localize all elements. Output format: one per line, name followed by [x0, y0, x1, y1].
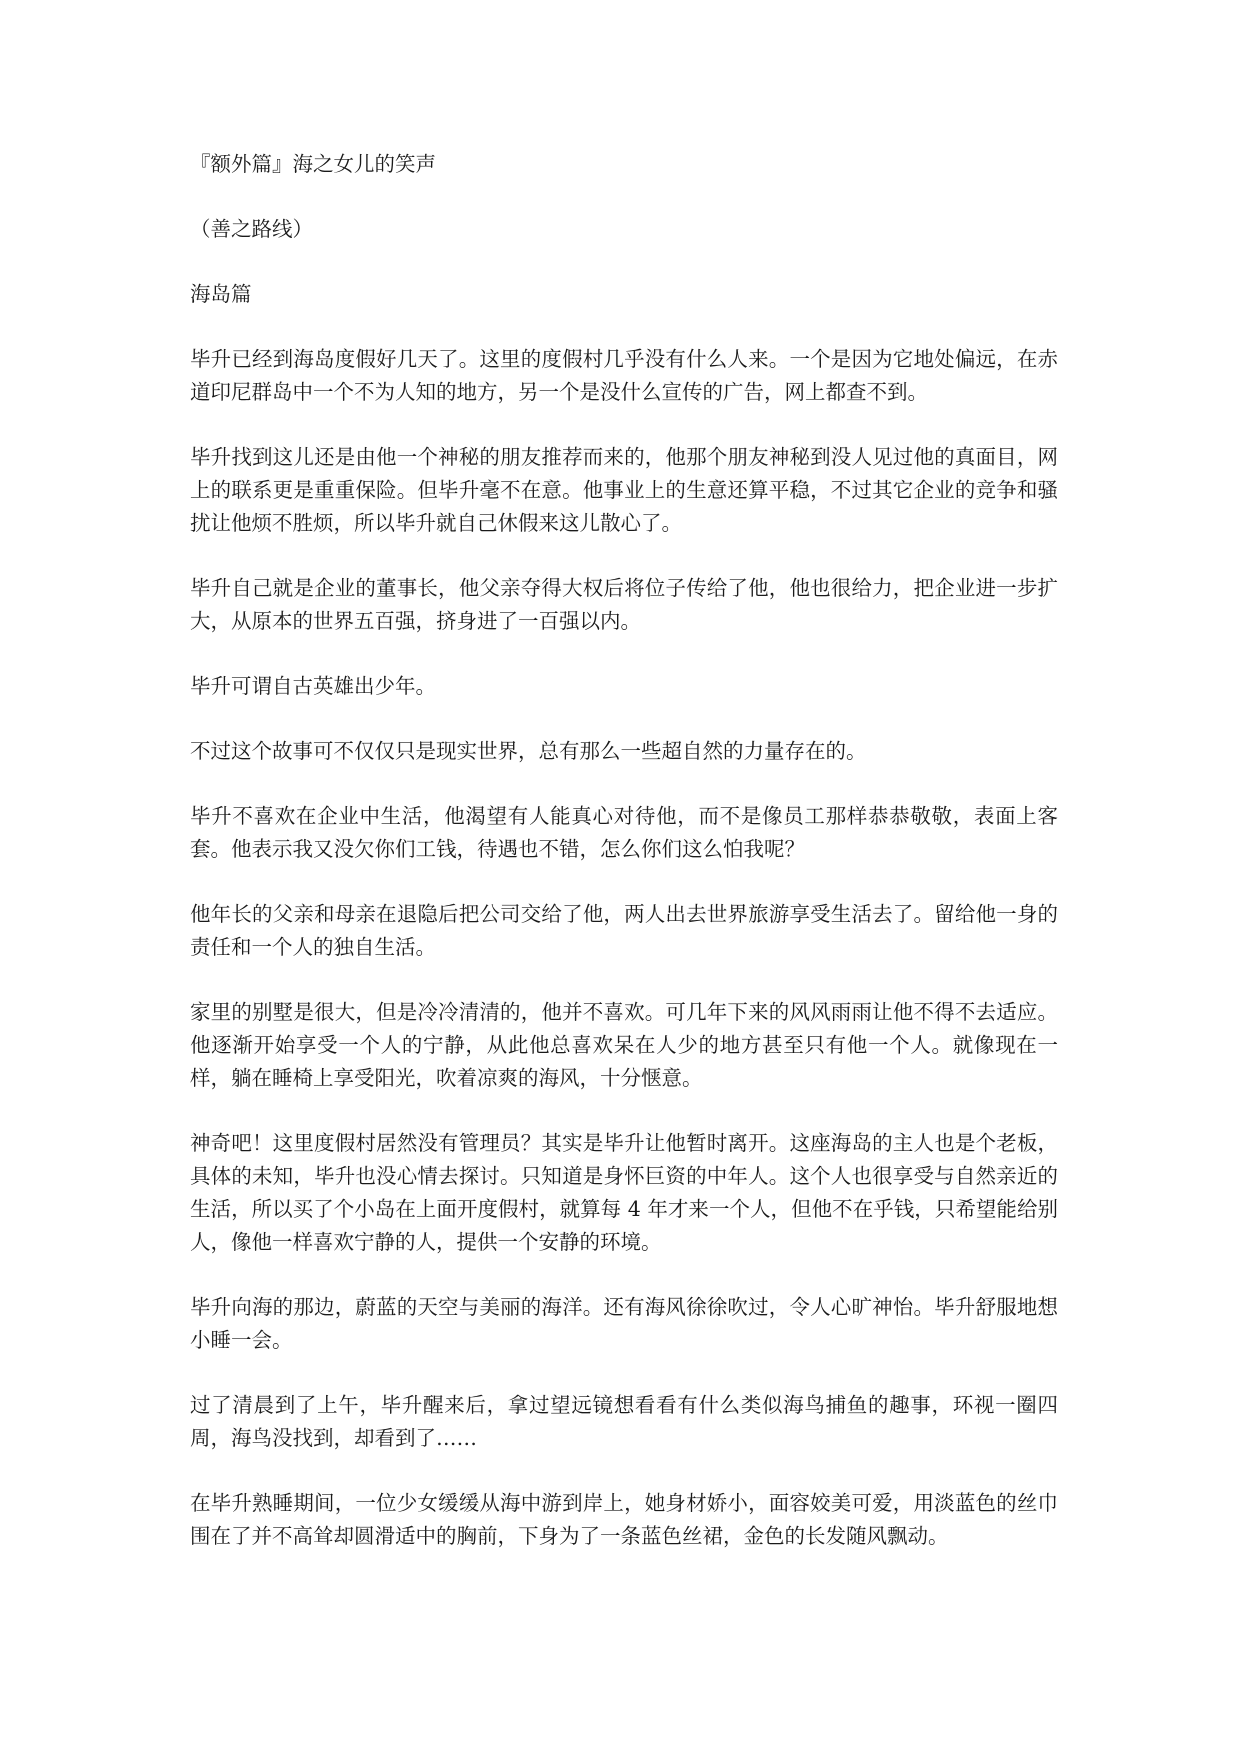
paragraph-1: 毕升已经到海岛度假好几天了。这里的度假村几乎没有什么人来。一个是因为它地处偏远，在赤道印尼群岛中一个不为人知的地方，另一个是没什么宣传的广告，网上都查不到。: [190, 347, 1058, 404]
paragraph-5: 不过这个故事可不仅仅只是现实世界，总有那么一些超自然的力量存在的。: [190, 739, 867, 763]
paragraph-6: 毕升不喜欢在企业中生活，他渴望有人能真心对待他，而不是像员工那样恭恭敬敬，表面上客套。他表示我又没欠你们工钱，待遇也不错，怎么你们这么怕我呢？: [190, 804, 1058, 861]
paragraph-4: 毕升可谓自古英雄出少年。: [190, 674, 436, 698]
document-subtitle: （善之路线）: [190, 217, 313, 241]
paragraph-10: 毕升向海的那边，蔚蓝的天空与美丽的海洋。还有海风徐徐吹过，令人心旷神怡。毕升舒服地想小睡一会。: [190, 1295, 1058, 1352]
document-title: 『额外篇』海之女儿的笑声: [190, 152, 436, 176]
paragraph-3: 毕升自己就是企业的董事长，他父亲夺得大权后将位子传给了他，他也很给力，把企业进一步扩大，从原本的世界五百强，挤身进了一百强以内。: [190, 576, 1058, 633]
section-heading: 海岛篇: [190, 282, 252, 306]
document-body: [190, 148, 1058, 1585]
paragraph-8: 家里的别墅是很大，但是冷冷清清的，他并不喜欢。可几年下来的风风雨雨让他不得不去适应。他逐渐开始享受一个人的宁静，从此他总喜欢呆在人少的地方甚至只有他一个人。就像现在一样，躺在睡椅上享受阳光，吹着凉爽的海风，十分惬意。: [190, 1000, 1058, 1090]
paragraph-11: 过了清晨到了上午，毕升醒来后，拿过望远镜想看看有什么类似海鸟捕鱼的趣事，环视一圈四周，海鸟没找到，却看到了……: [190, 1393, 1058, 1450]
paragraph-12: 在毕升熟睡期间，一位少女缓缓从海中游到岸上，她身材娇小，面容姣美可爱，用淡蓝色的丝巾围在了并不高耸却圆滑适中的胸前，下身为了一条蓝色丝裙，金色的长发随风飘动。: [190, 1491, 1058, 1548]
paragraph-7: 他年长的父亲和母亲在退隐后把公司交给了他，两人出去世界旅游享受生活去了。留给他一身的责任和一个人的独自生活。: [190, 902, 1058, 959]
paragraph-2: 毕升找到这儿还是由他一个神秘的朋友推荐而来的，他那个朋友神秘到没人见过他的真面目，网上的联系更是重重保险。但毕升毫不在意。他事业上的生意还算平稳，不过其它企业的竞争和骚扰让他烦不胜烦，所以毕升就自己休假来这儿散心了。: [190, 445, 1058, 535]
paragraph-9: 神奇吧！这里度假村居然没有管理员？其实是毕升让他暂时离开。这座海岛的主人也是个老板，具体的未知，毕升也没心情去探讨。只知道是身怀巨资的中年人。这个人也很享受与自然亲近的生活，所以买了个小岛在上面开度假村，就算每 4 年才来一个人，但他不在乎钱，只希望能给别人，像他一样喜欢宁静的人，提供一个安静的环境。: [190, 1131, 1058, 1254]
